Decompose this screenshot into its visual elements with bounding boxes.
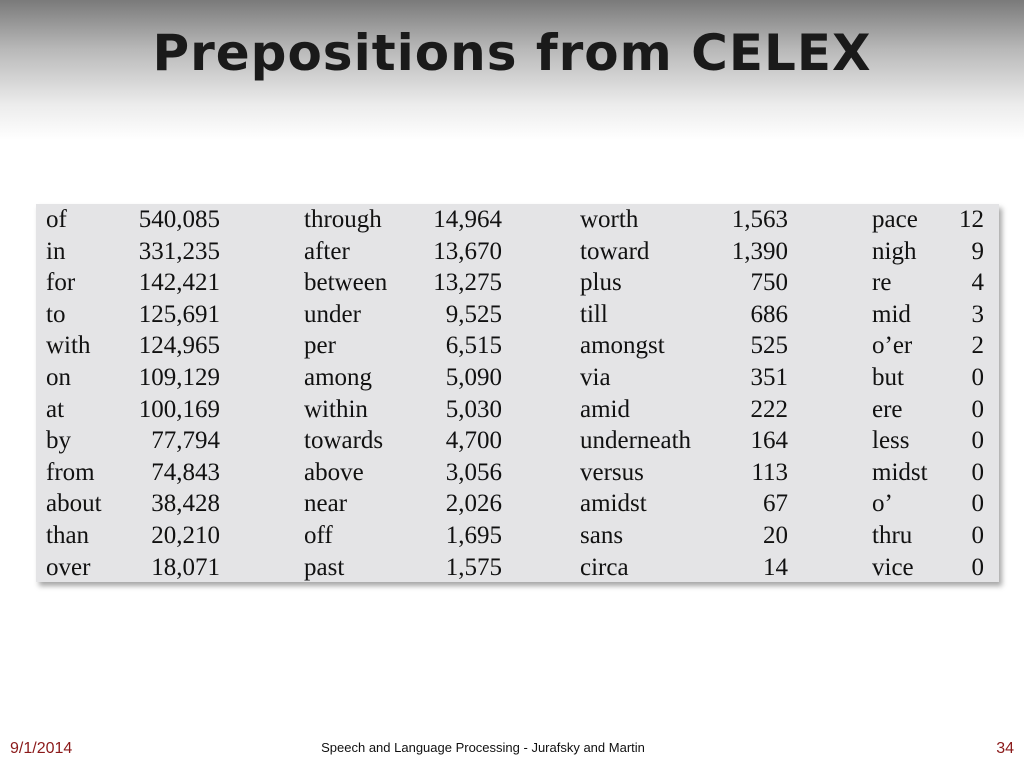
frequency-count: 750 <box>750 269 788 297</box>
preposition-word: amid <box>580 395 630 423</box>
preposition-word: through <box>304 206 382 233</box>
table-row <box>46 204 220 236</box>
table-row <box>304 394 502 426</box>
frequency-count: 12 <box>959 206 984 233</box>
preposition-word: from <box>46 458 95 486</box>
preposition-word: at <box>46 395 65 423</box>
preposition-word: midst <box>872 458 928 486</box>
table-column-2 <box>304 204 502 583</box>
table-row <box>304 236 502 268</box>
preposition-word: among <box>304 363 373 391</box>
table-row <box>872 267 984 299</box>
table-row <box>872 299 984 331</box>
table-row <box>872 520 984 552</box>
frequency-count: 1,563 <box>731 206 788 233</box>
page-number: 34 <box>996 740 1014 757</box>
preposition-word: vice <box>872 553 914 581</box>
table-row <box>580 204 788 236</box>
frequency-count: 5,030 <box>445 395 502 423</box>
table-row <box>872 425 984 457</box>
table-row <box>46 330 220 362</box>
frequency-count: 2,026 <box>445 490 502 518</box>
table-row <box>46 394 220 426</box>
preposition-word: in <box>46 237 66 265</box>
table-row <box>872 362 984 394</box>
frequency-count: 4,700 <box>445 427 502 455</box>
frequency-count: 20,210 <box>151 521 220 549</box>
table-row <box>580 362 788 394</box>
frequency-count: 0 <box>971 490 984 518</box>
table-row <box>46 362 220 394</box>
preposition-word: past <box>304 553 345 581</box>
frequency-count: 331,235 <box>138 237 220 265</box>
table-row <box>304 362 502 394</box>
frequency-count: 2 <box>971 332 984 360</box>
frequency-count: 9,525 <box>445 300 502 328</box>
table-row <box>580 488 788 520</box>
frequency-count: 113 <box>751 458 788 486</box>
preposition-word: amidst <box>580 490 647 518</box>
frequency-count: 67 <box>763 490 788 518</box>
table-row <box>304 488 502 520</box>
table-row <box>46 520 220 552</box>
preposition-word: mid <box>872 300 911 328</box>
frequency-count: 525 <box>750 332 788 360</box>
preposition-word: over <box>46 553 91 581</box>
frequency-count: 222 <box>750 395 788 423</box>
preposition-word: under <box>304 300 361 328</box>
preposition-word: sans <box>580 521 624 549</box>
preposition-word: ere <box>872 395 903 423</box>
table-row <box>304 552 502 584</box>
preposition-word: nigh <box>872 237 917 265</box>
table-column-4 <box>872 204 984 583</box>
frequency-count: 1,695 <box>445 521 502 549</box>
table-row <box>46 488 220 520</box>
preposition-word: within <box>304 395 368 423</box>
table-row <box>304 330 502 362</box>
frequency-count: 0 <box>971 521 984 549</box>
table-column-1 <box>46 204 220 583</box>
frequency-count: 100,169 <box>138 395 220 423</box>
preposition-word: circa <box>580 553 629 581</box>
table-row <box>580 267 788 299</box>
preposition-word: between <box>304 269 388 297</box>
table-row <box>580 330 788 362</box>
frequency-count: 13,670 <box>433 237 502 265</box>
table-row <box>872 457 984 489</box>
frequency-count: 686 <box>750 300 788 328</box>
preposition-word: of <box>46 206 67 233</box>
frequency-count: 0 <box>971 458 984 486</box>
preposition-word: via <box>580 363 611 391</box>
preposition-word: plus <box>580 269 622 297</box>
frequency-count: 125,691 <box>138 300 220 328</box>
frequency-count: 14,964 <box>433 206 502 233</box>
table-column-3 <box>580 204 788 583</box>
preposition-word: than <box>46 521 90 549</box>
frequency-count: 124,965 <box>138 332 220 360</box>
table-row <box>580 236 788 268</box>
preposition-word: per <box>304 332 336 360</box>
table-row <box>872 204 984 236</box>
table-row <box>46 299 220 331</box>
table-row <box>304 204 502 236</box>
preposition-word: pace <box>872 206 918 233</box>
preposition-word: to <box>46 300 66 328</box>
table-row <box>580 552 788 584</box>
preposition-word: worth <box>580 206 639 233</box>
table-row <box>872 394 984 426</box>
frequency-count: 0 <box>971 427 984 455</box>
frequency-count: 109,129 <box>138 363 220 391</box>
frequency-count: 9 <box>971 237 984 265</box>
frequency-count: 77,794 <box>151 427 220 455</box>
prepositions-frequency-table <box>36 204 999 582</box>
preposition-word: toward <box>580 237 650 265</box>
preposition-word: off <box>304 521 333 549</box>
preposition-word: till <box>580 300 608 328</box>
preposition-word: after <box>304 237 350 265</box>
table-row <box>304 299 502 331</box>
frequency-count: 351 <box>750 363 788 391</box>
preposition-word: re <box>872 269 892 297</box>
preposition-word: above <box>304 458 364 486</box>
table-row <box>872 236 984 268</box>
preposition-word: thru <box>872 521 913 549</box>
table-row <box>872 488 984 520</box>
preposition-word: amongst <box>580 332 665 360</box>
frequency-count: 164 <box>750 427 788 455</box>
footer-credit: Speech and Language Processing - Jurafsky and Martin <box>321 740 645 755</box>
preposition-word: towards <box>304 427 384 455</box>
table-row <box>304 457 502 489</box>
frequency-count: 3,056 <box>445 458 502 486</box>
table-row <box>46 267 220 299</box>
table-row <box>46 236 220 268</box>
preposition-word: less <box>872 427 910 455</box>
preposition-word: underneath <box>580 427 692 455</box>
frequency-count: 1,390 <box>731 237 788 265</box>
frequency-count: 4 <box>971 269 984 297</box>
frequency-count: 14 <box>763 553 788 581</box>
table-row <box>46 457 220 489</box>
table-row <box>580 425 788 457</box>
table-row <box>304 267 502 299</box>
table-row <box>580 457 788 489</box>
frequency-count: 74,843 <box>151 458 220 486</box>
table-row <box>304 425 502 457</box>
frequency-count: 142,421 <box>138 269 220 297</box>
preposition-word: versus <box>580 458 644 486</box>
preposition-word: near <box>304 490 348 518</box>
preposition-word: about <box>46 490 102 518</box>
frequency-count: 18,071 <box>151 553 220 581</box>
table-row <box>580 520 788 552</box>
preposition-word: by <box>46 427 71 455</box>
table-row <box>872 330 984 362</box>
table-row <box>46 425 220 457</box>
table-row <box>304 520 502 552</box>
frequency-count: 20 <box>763 521 788 549</box>
preposition-word: with <box>46 332 91 360</box>
frequency-count: 5,090 <box>445 363 502 391</box>
preposition-word: on <box>46 363 71 391</box>
preposition-word: o’ <box>872 490 893 518</box>
frequency-count: 1,575 <box>445 553 502 581</box>
frequency-count: 0 <box>971 553 984 581</box>
preposition-word: but <box>872 363 904 391</box>
frequency-count: 13,275 <box>433 269 502 297</box>
frequency-count: 0 <box>971 395 984 423</box>
frequency-count: 38,428 <box>151 490 220 518</box>
preposition-word: for <box>46 269 76 297</box>
frequency-count: 6,515 <box>445 332 502 360</box>
table-row <box>580 394 788 426</box>
footer-date: 9/1/2014 <box>10 740 73 757</box>
frequency-count: 540,085 <box>138 206 220 233</box>
table-row <box>872 552 984 584</box>
table-row <box>580 299 788 331</box>
frequency-count: 0 <box>971 363 984 391</box>
frequency-count: 3 <box>971 300 984 328</box>
preposition-word: o’er <box>872 332 913 360</box>
table-row <box>46 552 220 584</box>
slide-title: Prepositions from CELEX <box>152 24 872 82</box>
